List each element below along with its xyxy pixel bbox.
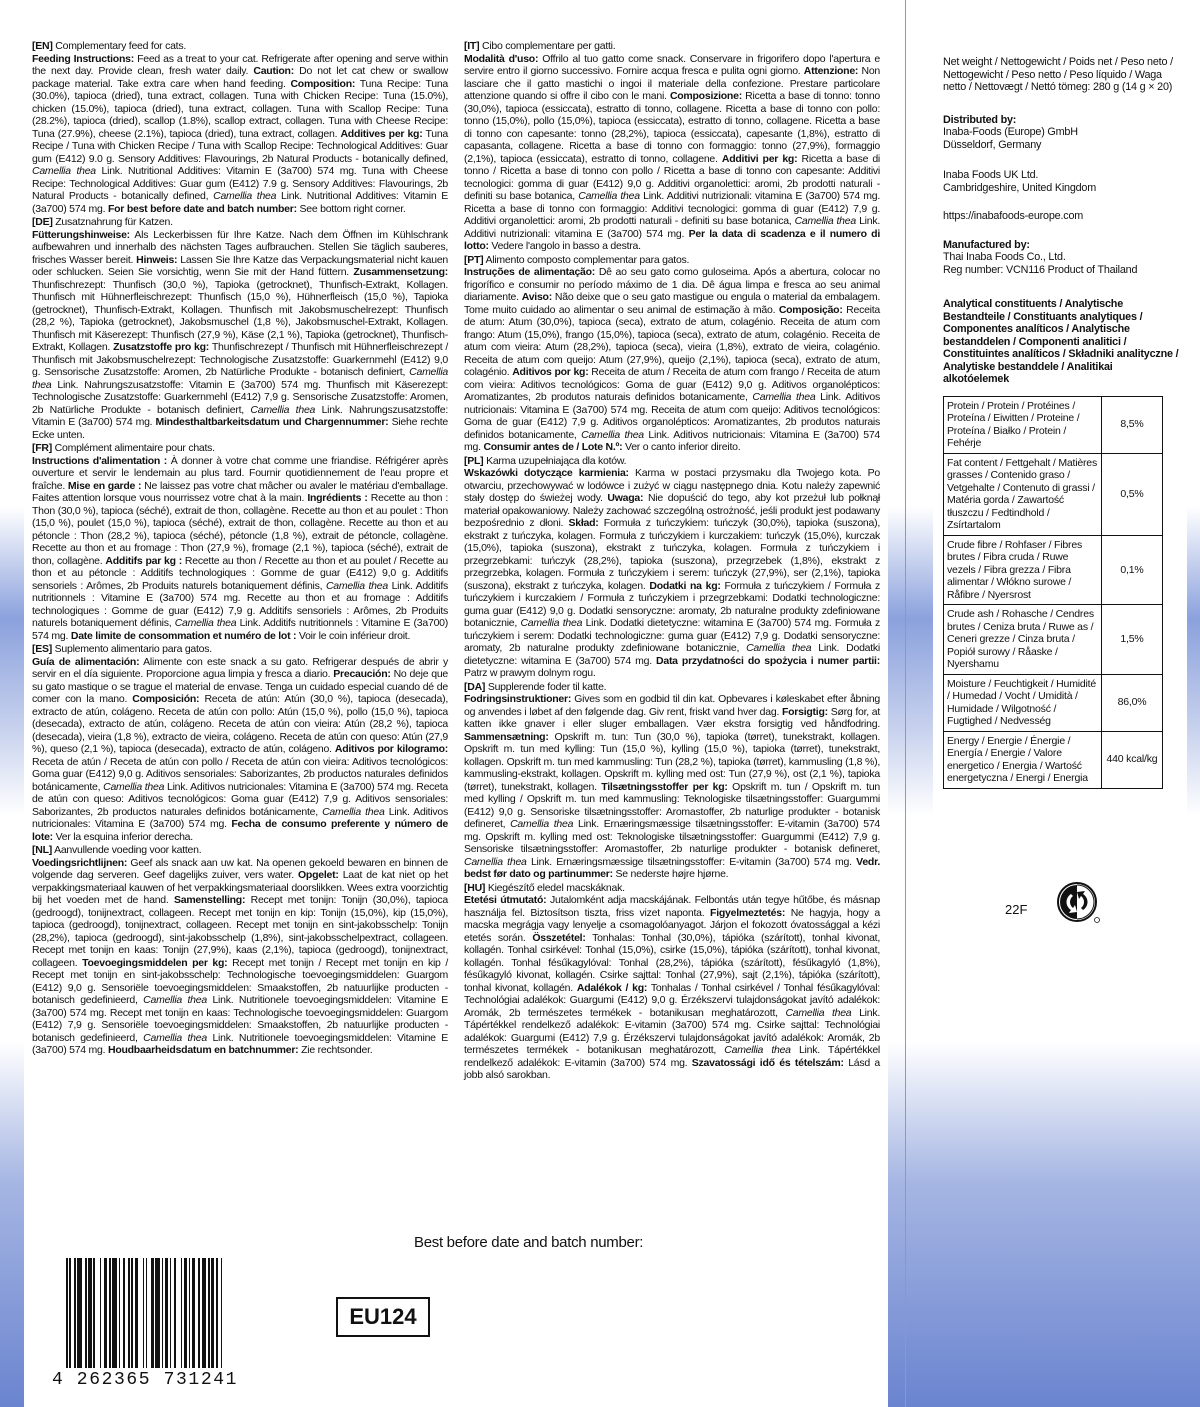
caution-text-fr: Ne laissez pas votre chat mâcher ou avaler le matériau d'emballage. Faites attention lorsque vous nourrissez votre chat à la main. [32, 479, 448, 504]
lang-tag-de: [DE] [32, 216, 53, 228]
caution-text-pt: Não deixe que o seu gato mastigue ou engula o material da embalagem. Tome muito cuidado ao alimentar o seu animal de estimação à mão. [464, 291, 880, 316]
additives-italic-it: Camellia thea [578, 190, 640, 202]
composition-text-es: Receta de atún: Atún (30,0 %), tapioca (desecada), extracto de atún, colágeno. Receta de atún con pollo: Atún (15,0 %), pollo (15,0 %), tapioca (desecada), extracto de atún, colágeno. Receta de atún con vieira: Atún (28,2 %), tapioca (desecada), vieira (1,8 %), extracto de vieira, colágeno. Receta de atún con queso: Atún (27,9 %), queso (2,1 %), tapioca (desecada), extracto de atún, colágeno. [32, 693, 449, 755]
additives-label-pt: Aditivos por kg: [512, 366, 589, 378]
feeding-text-fr: À donner à votre chat comme une friandise. Réfrigérer après ouverture et servir le lendemain au plus tard. Fournir quotidiennement de l'eau propre et fraîche. [32, 454, 449, 492]
additives-label-es: Aditivos por kilogramo: [334, 743, 448, 755]
caution-text-da: Sørg for, at katten ikke gnaver i eller sluger emballagen. Vær ekstra forsigtig ved håndfodring. [464, 705, 881, 730]
additives-italic-da: Camellia thea [510, 818, 574, 830]
additives-italic-nl: Camellia thea [143, 1031, 207, 1044]
additives-text-es: Link. Aditivos nutricionales: Vitamina E (3a700) 574 mg. Receta de atún con queso: Aditivos tecnológicos: Goma guar (E412) 7,9 g. Aditivos sensoriales: Saborizantes, 2b productos naturales definidos botánicamente, [32, 780, 449, 818]
additives-text-pl: Formuła z tuńczykiem / Formuła z tuńczykiem i kurczakiem / Formuła z tuńczykiem i przegrzebkami: Dodatki technologiczne: guma guar (E412) 9,0 g. Dodatki sensoryczne: aromaty, 2b naturalne produkty zdefiniowane botanicznie, [464, 579, 881, 629]
barcode-bar [222, 1258, 224, 1368]
additives-italic-pt: Camellia thea [752, 391, 816, 403]
additives-text-en: Link. Nutritional Additives: Vitamin E (3a700) 574 mg. Tuna with Cheese Recipe: Technological Additives: Guar gum (E412) 7.9 g. Sensory Additives: Flavourings, 2b Natural Products - botanically defined, [32, 165, 449, 202]
bbd-text-pt: Ver o canto inferior direito. [625, 441, 741, 453]
additives-italic-fr: Camellia thea [174, 617, 237, 629]
additives-text-pl: Link. Dodatki dietetyczne: witamina E (3a700) 574 mg. Formuła z tuńczykiem i serem: Dodatki technologiczne: guma guar (E412) 7,9 g. Dodatki sensoryczne: aromaty, 2b naturalne produkty zdefiniowane botanicznie, [464, 617, 881, 654]
additives-text-da: Link. Ernæringsmæssige tilsætningsstoffer: E-vitamin (3a700) 574 mg. [530, 855, 852, 868]
additives-text-hu: Link. Tápértékkel rendelkező adalékok: E-vitamin (3a700) 574 mg. [464, 1044, 881, 1069]
section-en [32, 40, 448, 215]
caution-label-nl: Opgelet: [298, 869, 339, 881]
section-nl [32, 844, 448, 1057]
section-es [32, 643, 448, 843]
table-row [944, 731, 1163, 788]
composition-label-de: Zusammensetzung: [353, 266, 449, 278]
lang-tag-en: [EN] [32, 40, 53, 52]
distributor-1-name: Inaba-Foods (Europe) GmbH [943, 126, 1078, 138]
composition-label-hu: Összetétel: [532, 931, 586, 944]
feeding-label-hu: Etetési útmutató: [464, 894, 547, 906]
bbd-text-nl: Zie rechtsonder. [301, 1044, 373, 1056]
feeding-label-nl: Voedingsrichtlijnen: [32, 856, 128, 869]
pack-code: 22F [1005, 902, 1028, 917]
caution-label-pt: Aviso: [521, 291, 552, 303]
constituent-label: Crude ash / Rohasche / Cendres brutes / Ceniza bruta / Ruwe as / Ceneri grezze / Cinza bruta / Popiół surowy / Råaske / Nyershamu [944, 605, 1102, 675]
additives-italic-hu: Camellia thea [724, 1044, 791, 1056]
constituent-value: 1,5% [1102, 605, 1163, 675]
lang-tag-nl: [NL] [32, 844, 52, 856]
bbd-label-nl: Houdbaarheidsdatum en batchnummer: [107, 1044, 299, 1056]
table-row [944, 396, 1163, 453]
title-it: Cibo complementare per gatti. [482, 40, 616, 52]
eu-code-box: EU124 [336, 1297, 430, 1337]
table-row [944, 605, 1163, 675]
additives-text-pt: Receita de atum / Receita de atum com frango / Receita de atum com vieira: Aditivos tecnológicos: Goma de guar (E412) 9,0 g. Aditivos organolépticos: Aromatizantes, 2b produtos naturais definidos botanicamente, [464, 366, 881, 403]
caution-text-de: Lassen Sie Ihre Katze das Verpackungsmaterial nicht kauen oder schlucken. Seien Sie vorsichtig, wenn Sie mit der Hand füttern. [32, 253, 449, 278]
feeding-text-en: Feed as a treat to your cat. Refrigerate after opening and serve within the next day. Provide clean, fresh water daily. [32, 52, 448, 77]
bbd-label-hu: Szavatossági idő és tételszám: [691, 1056, 844, 1069]
additives-text-fr: Recette au thon / Recette au thon et au poulet / Recette au thon et au pétoncle : Additifs technologiques : Gomme de guar (E412) 9,0 g. Additifs sensoriels : Arômes, 2b Produits naturels botaniquement définis, [32, 554, 449, 592]
fold-line [905, 0, 906, 1407]
title-de: Zusatznahrung für Katzen. [55, 216, 173, 228]
additives-italic-pl: Camellia thea [520, 617, 583, 629]
bbd-label-da: Vedr. bedst før dato og partinummer: [464, 855, 880, 880]
additives-text-nl: Recept met tonijn / Recept met tonijn en kip / Recept met tonijn en sint-jakobsschelp: Technologische toevoegingsmiddelen: Guargom (E412) 9,0 g. Sensoriële toevoegingsmiddelen: Smaakstoffen, 2b natuurlijke producten - botanisch gedefinieerd, [32, 956, 448, 1006]
constituent-value: 86,0% [1102, 674, 1163, 731]
additives-italic-en: Camellia thea [32, 165, 96, 177]
additives-italic-it: Camellia thea [794, 215, 856, 227]
caution-text-en: Do not let cat chew or swallow package material. Take extra care when hand feeding. [32, 65, 448, 90]
composition-label-fr: Ingrédients : [307, 492, 368, 504]
website-link: https://inabafoods-europe.com [943, 210, 1084, 222]
additives-italic-fr: Camellia thea [325, 579, 388, 592]
composition-text-it: Ricetta a base di tonno: tonno (30,0%), tapioca (essiccata), estratto di tonno, collagene. Ricetta a base di tonno con pollo: tonno (15,0%), pollo (15,0%), tapioca (essiccata), estratto di tonno, collagene. Ricetta a base di tonno con capesante: tonno (28,2%), tapioca (essiccata), capesante (1,8%), estratto di capasanta, collagene. Ricetta a base di tonno con formaggio: tonno (27,9%), formaggio (2,1%), tapioca (essiccata), estratto di tonno, collagene. [464, 90, 880, 165]
title-en: Complementary feed for cats. [55, 40, 186, 52]
additives-label-da: Tilsætningsstoffer per kg: [601, 780, 728, 793]
composition-label-pl: Skład: [568, 517, 599, 529]
composition-label-pt: Composição: [778, 303, 843, 316]
additives-text-nl: Link. Nutritionele toevoegingsmiddelen: Vitamine E (3a700) 574 mg. [32, 1031, 449, 1056]
additives-text-en: Tuna Recipe / Tuna with Chicken Recipe / Tuna with Scallop Recipe: Technological Additives: Guar gum (E412) 9.0 g. Sensory Additives: Flavourings, 2b Natural Products - botanically defined, [32, 127, 449, 165]
additives-text-pl: Link. Dodatki dietetyczne: witamina E (3a700) 574 mg. [464, 642, 880, 667]
additives-label-it: Additivi per kg: [721, 152, 798, 165]
constituent-value: 0,1% [1102, 535, 1163, 605]
feeding-text-de: Als Leckerbissen für Ihre Katze. Nach dem Öffnen im Kühlschrank aufbewahren und innerhalb des nächsten Tages aufbrauchen. Stellen Sie täglich sauberes, frisches Wasser bereit. [32, 228, 448, 266]
feeding-text-es: Alimente con este snack a su gato. Refrigerar después de abrir y servir en el día siguiente. Proporcione agua limpia y fresca a diario. [32, 655, 448, 680]
label-column-middle [456, 36, 888, 1407]
manufactured-by-label: Manufactured by: [943, 238, 1030, 251]
additives-text-da: Opskrift m. tun / Opskrift m. tun med kylling / Opskrift m. tun med kammusling: Teknologiske tilsætningsstoffer: Guargummi (E412) 9,0 g. Sensoriske tilsætningsstoffer: Aromastoffer, 2b naturlige produkter - botanisk defineret, [464, 780, 881, 830]
section-hu [464, 882, 880, 1082]
bbd-text-de: Siehe rechte Ecke unten. [32, 416, 449, 441]
composition-label-da: Sammensætning: [464, 730, 549, 743]
feeding-label-es: Guía de alimentación: [32, 655, 140, 668]
constituent-value: 440 kcal/kg [1102, 731, 1163, 788]
composition-text-hu: Tonhalas: Tonhal (30,0%), tápióka (szárított), tonhal kivonat, kollagén. Tonhal csirkével: Tonhal (15,0%), csirke (15,0%), tápióka (szárított), tonhal kivonat, kollagén. Tonhal fésűkagylóval: Tonhal (28,2%), tápióka (szárított), fésűkagyló (1,8%), fésűkagyló kivonat, kollagén. Csirke sajttal: Tonhal (27,9%), sajt (2,1%), tápióka (szárított), tonhal kivonat, kollagén. [464, 931, 881, 994]
feeding-label-fr: Instructions d'alimentation : [32, 454, 168, 467]
caution-label-it: Attenzione: [803, 65, 859, 77]
feeding-text-nl: Geef als snack aan uw kat. Na openen gekoeld bewaren en binnen de volgende dag serveren. Geef dagelijks zuiver, vers water. [32, 856, 448, 881]
constituent-label: Energy / Energie / Énergie / Energía / Energie / Valore energetico / Energia / Wartość energetyczna / Energi / Energia [944, 731, 1102, 788]
constituent-label: Fat content / Fettgehalt / Matières grasses / Contenido graso / Vetgehalte / Contenuto di grassi / Matéria gorda / Zawartość tłuszczu / Fedtindhold / Zsírtartalom [944, 453, 1102, 535]
feeding-label-pt: Instruções de alimentação: [464, 266, 596, 278]
bbd-label-pt: Consumir antes de / Lote N.º: [483, 441, 623, 453]
title-fr: Complément alimentaire pour chats. [54, 442, 215, 454]
caution-text-it: Non lasciare che il gatto mastichi o ingoi il materiale della confezione. Prestare particolare attenzione quando si offre il cibo con le mani. [464, 65, 881, 102]
caution-text-es: No deje que su gato mastique o se trague el material de envase. Tenga un cuidado especial cuando dé de comer con la mano. [32, 668, 448, 705]
caution-label-da: Forsigtig: [781, 705, 828, 718]
manufacturer-reg: Reg number: VCN116 Product of Thailand [943, 263, 1138, 276]
distributor-2-city: Cambridgeshire, United Kingdom [943, 181, 1097, 194]
composition-text-en: Tuna Recipe: Tuna (30.0%), tapioca (dried), tuna extract, collagen. Tuna with Chicken Recipe: Tuna (15.0%), chicken (15.0%), tapioca (dried), tuna extract, collagen. Tuna with Scallop Recipe: Tuna (28.2%), tapioca (dried), scallop (1.8%), scallop extract, collagen. Tuna with Cheese Recipe: Tuna (27.9%), cheese (2.1%), tapioca (dried), tuna extract, collagen. [32, 77, 449, 140]
additives-italic-en: Camellia thea [213, 190, 277, 202]
bbd-text-da: Se nederste højre hjørne. [615, 868, 729, 880]
caution-text-hu: Ne hagyja, hogy a macska megrágja vagy lenyelje a csomagolóanyagot. Járjon el fokozott óvatossággal a kézi etetés során. [464, 906, 880, 944]
label-column-left [24, 36, 456, 1407]
additives-text-hu: Link. Tápértékkel rendelkező adalékok: E-vitamin (3a700) 574 mg. Csirke sajttal: Technológiai adalékok: Guargumi (E412) 7,9 g. Érzékszervi tulajdonságokat javító adalékok: Aromák, 2b természetes termékek - botanikusan meghatározott, [464, 1006, 881, 1056]
constituent-value: 8,5% [1102, 396, 1163, 453]
feeding-label-en: Feeding Instructions: [32, 52, 134, 65]
table-row [944, 674, 1163, 731]
composition-label-it: Composizione: [669, 90, 742, 102]
analytical-table [943, 396, 1163, 789]
additives-italic-da: Camellia thea [464, 855, 527, 868]
additives-text-it: Link. Additivi nutrizionali: vitamina E (3a700) 574 mg. [464, 215, 881, 240]
additives-text-it: Ricetta a base di tonno / Ricetta a base di tonno con pollo / Ricetta a base di tonno con capesante: Additivi tecnologici: gomma di guar (E412) 9,0 g. Additivi organolettici: aromi, 2b prodotti naturali - definiti su base botanica, [464, 152, 881, 202]
info-panel [933, 36, 1187, 956]
bbd-text-es: Ver la esquina inferior derecha. [55, 830, 193, 843]
bbd-text-hu: Lásd a jobb alsó sarokban. [464, 1056, 881, 1081]
section-de [32, 216, 448, 441]
additives-label-de: Zusatzstoffe pro kg: [113, 341, 210, 353]
additives-text-nl: Link. Nutritionele toevoegingsmiddelen: Vitamine E (3a700) 574 mg. Recept met tonijn en kaas: Technologische toevoegingsmiddelen: Guargom (E412) 7,9 g. Sensoriële toevoegingsmiddelen: Smaakstoffen, 2b natuurlijke producten - botanisch gedefinieerd, [32, 994, 449, 1044]
additives-label-fr: Additifs par kg : [105, 554, 182, 567]
lang-tag-da: [DA] [464, 680, 486, 693]
additives-text-es: Link. Aditivos nutricionales: Vitamina E (3a700) 574 mg. [32, 805, 449, 830]
caution-label-en: Caution: [253, 65, 294, 77]
additives-text-es: Receta de atún / Receta de atún con pollo / Receta de atún con vieira: Aditivos tecnológicos: Goma guar (E412) 9,0 g. Aditivos sensoriales: Saborizantes, 2b productos naturales definidos botánicamente, [32, 755, 448, 793]
bbd-text-pl: Patrz w prawym dolnym rogu. [464, 667, 596, 679]
caution-text-nl: Laat de kat niet op het verpakkingsmateriaal kauwen of het verpakkingsmateriaal doorslikken. Wees extra voorzichtig bij het voeden met de hand. [32, 869, 449, 906]
bbd-label-de: Mindesthaltbarkeitsdatum und Chargennummer: [155, 416, 389, 428]
constituent-label: Protein / Protein / Protéines / Proteína / Eiwitten / Proteine / Proteína / Białko / Protein / Fehérje [944, 396, 1102, 453]
composition-text-de: Thunfischrezept: Thunfisch (30,0 %), Tapioka (getrocknet), Thunfisch-Extrakt, Kollagen. Thunfisch mit Hühnerfleischrezept: Thunfisch (15,0 %), Hühnerfleisch (15,0 %), Tapioka (getrocknet), Thunfisch-Extrakt, Kollagen. Thunfisch mit Jakobsmuschelrezept: Thunfisch (28,2 %), Tapioka (getrocknet), Jakobsmuschel (1,8 %), Jakobsmuschel-Extrakt, Kollagen. Thunfisch mit Käserezept: Thunfisch (27,9 %), Käse (2,1 %), Tapioka (getrocknet), Thunfisch-Extrakt, Kollagen. [32, 278, 448, 353]
feeding-label-it: Modalità d'uso: [464, 52, 539, 65]
title-pt: Alimento composto complementar para gatos. [485, 253, 690, 266]
caution-label-es: Precaución: [333, 668, 391, 680]
bbd-text-it: Vedere l'angolo in basso a destra. [491, 240, 641, 252]
additives-italic-es: Camellia thea [322, 805, 385, 818]
lang-tag-pl: [PL] [464, 454, 484, 467]
composition-label-nl: Samenstelling: [174, 894, 246, 906]
distributor-1-city: Düsseldorf, Germany [943, 138, 1042, 151]
additives-text-hu: Tonhalas / Tonhal csirkével / Tonhal fésűkagylóval: Technológiai adalékok: Guargumi (E412) 9,0 g. Érzékszervi tulajdonságokat javító adalékok: Aromák, 2b természetes termékek - botanikusan meghatározott, [464, 981, 880, 1019]
additives-text-fr: Link. Additifs nutritionnels : Vitamine E (3a700) 574 mg. Recette au thon et au fromage : Additifs technologiques : Gomme de guar (E412) 7,9 g. Additifs sensoriels : Arômes, 2b Produits naturels botaniquement définis, [32, 579, 448, 629]
additives-text-pt: Link. Aditivos nutricionais: Vitamina E (3a700) 574 mg. Receita de atum com queijo: Aditivos tecnológicos: Goma de guar (E412) 7,9 g. Aditivos organolépticos: Aromatizantes, 2b produtos naturais definidos botanicamente, [464, 391, 880, 441]
feeding-text-hu: Jutalomként adja macskájának. Felbontás után tegye hűtőbe, és másnap használja fel. Biztosítson tiszta, friss vizet naponta. [464, 894, 880, 919]
analytical-title: Analytical constituents / Analytische Bestandteile / Constituants analytiques / Componentes analíticos / Analytische bestanddelen / Componenti analitici / Constituintes analíticos / Składniki analityczne / Analytiske bestanddele / Analitikai alkotóelemek [943, 298, 1179, 385]
constituent-value: 0,5% [1102, 453, 1163, 535]
additives-text-it: Link. Additivi nutrizionali: vitamina E (3a700) 574 mg. Ricetta a base di tonno con formaggio: Additivi tecnologici: gomma di guar (E412) 7,9 g. Additivi organolettici: aromi, 2b prodotti naturali - definiti su base botanica, [464, 190, 881, 227]
green-dot-recycling-icon [1057, 876, 1101, 930]
feeding-label-da: Fodringsinstruktioner: [464, 693, 572, 705]
composition-text-pt: Receita de atum: Atum (30,0%), tapioca (seca), extrato de atum, colagénio. Receita de atum com frango: Atum (15,0%), frango (15,0%), tapioca (seca), extrato de atum, colagénio. Receita de atum com vieira: Atum (28,2%), tapioca (seca), vieira (1,8%), extrato de vieira, colagénio. Receita de atum com queijo: Atum (27,9%), queijo (2,1%), tapioca (seca), extrato de atum, colagénio. [464, 303, 880, 378]
composition-text-da: Opskrift m. tun: Tun (30,0 %), tapioka (tørret), tunekstrakt, kollagen. Opskrift m. tun med kylling: Tun (15,0 %), kylling (15,0 %), tapioka (tørret), tunekstrakt, kollagen. Opskrift m. tun med kammusling: Tun (28,2 %), tapioka (tørret), kammusling (1,8 %), kammusling-ekstrakt, kollagen. Opskrift m. kylling med ost: Tun (27,9 %), ost (2,1 %), tapioka (tørret), tunekstrakt, kollagen. [464, 730, 880, 793]
section-it [464, 40, 880, 253]
title-es: Suplemento alimentario para gatos. [54, 643, 212, 655]
barcode [52, 1258, 290, 1388]
additives-text-de: Thunfischrezept / Thunfisch mit Hühnerfleischrezept / Thunfisch mit Jakobsmuschelrezept: Technologische Zusatzstoffe: Guarkernmehl (E412) 9,0 g. Sensorische Zusatzstoffe: Aromen, 2b Natürliche Produkte - botanisch definiert, [32, 341, 449, 378]
section-da [464, 681, 880, 881]
additives-text-pt: Link. Aditivos nutricionais: Vitamina E (3a700) 574 mg. [464, 428, 880, 453]
section-pl [464, 455, 880, 680]
title-pl: Karma uzupełniająca dla kotów. [486, 454, 627, 467]
additives-text-en: Link. Nutritional Additives: Vitamin E (3a700) 574 mg. [32, 190, 449, 215]
feeding-text-da: Gives som en godbid til din kat. Opbevares i køleskabet efter åbning og anvendes i løbet af den følgende dag. Giv rent, friskt vand hver dag. [464, 693, 880, 718]
additives-italic-nl: Camellia thea [143, 994, 207, 1006]
additives-italic-pl: Camellia thea [746, 642, 812, 654]
additives-text-da: Link. Ernæringsmæssige tilsætningsstoffer: E-vitamin (3a700) 574 mg. Opskrift m. kylling med ost: Teknologiske tilsætningsstoffer: Guargummi (E412) 7,9 g. Sensoriske tilsætningsstoffer: Aromastoffer, 2b naturlige produkter - botanisk defineret, [464, 818, 881, 855]
title-hu: Kiegészítő eledel macskáknak. [487, 881, 625, 894]
caution-label-hu: Figyelmeztetés: [710, 906, 786, 919]
caution-label-de: Hinweis: [136, 253, 178, 266]
caution-label-fr: Mise en garde : [67, 479, 142, 492]
additives-text-de: Link. Nahrungszusatzstoffe: Vitamin E (3a700) 574 mg. Thunfisch mit Käserezept: Technologische Zusatzstoffe: Guarkernmehl (E412) 7,9 g. Sensorische Zusatzstoffe: Aromen, 2b Natürliche Produkte - botanisch definiert, [32, 378, 448, 416]
section-fr [32, 442, 448, 642]
lang-tag-es: [ES] [32, 643, 52, 655]
bbd-label-pl: Data przydatności do spożycia i numer partii: [656, 654, 880, 667]
additives-italic-pt: Camellia thea [581, 428, 644, 441]
caution-text-pl: Nie dopuścić do tego, aby kot przeżuł lub połknął materiał opakowaniowy. Należy zachować szczególną ostrożność, jeśli produkt jest podawany bezpośrednio z dłoni. [464, 492, 880, 529]
lang-tag-fr: [FR] [32, 442, 52, 454]
feeding-label-pl: Wskazówki dotyczące karmienia: [464, 467, 629, 479]
bbd-label-fr: Date limite de consommation et numéro de lot : [70, 629, 297, 642]
feeding-text-pl: Karma w postaci przysmaku dla Twojego kota. Po otwarciu, przechowywać w lodówce i zużyć w ciągu następnego dnia. Kotu należy zapewnić stały dostęp do świeżej wody. [464, 467, 881, 504]
feeding-text-it: Offrilo al tuo gatto come snack. Conservare in frigorifero dopo l'apertura e servire entro il giorno successivo. Fornire acqua fresca e pulita ogni giorno. [464, 52, 880, 77]
composition-label-en: Composition: [290, 77, 356, 90]
table-row [944, 535, 1163, 605]
distributor-2-name: Inaba Foods UK Ltd. [943, 169, 1039, 181]
bbd-label-it: Per la data di scadenza e il numero di lotto: [464, 227, 881, 252]
table-row [944, 453, 1163, 535]
best-before-prompt: Best before date and batch number: [414, 1234, 644, 1251]
additives-italic-de: Camellia thea [250, 403, 316, 416]
bbd-label-es: Fecha de consumo preferente y número de lote: [32, 818, 448, 843]
net-weight: Net weight / Nettogewicht / Poids net / Peso neto / Nettogewicht / Peso netto / Peso líquido / Waga netto / Nettovægt / Nettó tömeg: 280 g (14 g × 20) [943, 56, 1173, 93]
distributed-by-label: Distributed by: [943, 113, 1017, 126]
additives-label-nl: Toevoegingsmiddelen per kg: [82, 956, 228, 969]
additives-italic-es: Camellia thea [103, 780, 165, 793]
lang-tag-hu: [HU] [464, 881, 486, 894]
title-nl: Aanvullende voeding voor katten. [54, 844, 202, 856]
additives-text-fr: Link. Additifs nutritionnels : Vitamine E (3a700) 574 mg. [32, 617, 448, 642]
constituent-label: Moisture / Feuchtigkeit / Humidité / Humedad / Vocht / Umidità / Humidade / Wilgotność / Fugtighed / Nedvesség [944, 674, 1102, 731]
section-pt [464, 254, 880, 454]
lang-tag-it: [IT] [464, 40, 480, 52]
constituent-label: Crude fibre / Rohfaser / Fibres brutes / Fibra cruda / Ruwe vezels / Fibra grezza / Fibra alimentar / Włókno surowe / Råfibre / Nyersrost [944, 535, 1102, 605]
composition-text-fr: Recette au thon : Thon (30,0 %), tapioca (séché), extrait de thon, collagène. Recette au thon et au poulet : Thon (15,0 %), poulet (15,0 %), tapioca (séché), extrait de thon, collagène. Recette au thon et au pétoncle : Thon (28,2 %), tapioca (séché), pétoncle (1,8 %), extrait de pétoncle, collagène. Recette au thon et au fromage : Thon (27,9 %), fromage (2,1 %), tapioca (séché), extrait de thon, collagène. [32, 492, 449, 567]
additives-text-de: Link. Nahrungszusatzstoffe: Vitamin E (3a700) 574 mg. [32, 403, 448, 428]
additives-label-hu: Adalékok / kg: [576, 981, 648, 994]
bbd-text-fr: Voir le coin inférieur droit. [298, 629, 411, 642]
additives-italic-hu: Camellia thea [785, 1006, 852, 1019]
barcode-digits: 4 262365 731241 [52, 1370, 239, 1390]
composition-text-nl: Recept met tonijn: Tonijn (30,0%), tapioca (gedroogd), tonijnextract, collageen. Recept met tonijn en kip: Tonijn (15,0%), kip (15,0%), tapioca (gedroogd), tonijnextract, collageen. Recept met tonijn en sint-jakobsschelp: Tonijn (28,2%), tapioca (gedroogd), sint-jakobsschelp (1,8%), sint-jakobsschelpextract, collageen. Recept met tonijn en kaas: Tonijn (27,9%), kaas (2,1%), tapioca (gedroogd), tonijnextract, collageen. [32, 894, 448, 969]
composition-text-pl: Formuła z tuńczykiem: tuńczyk (30,0%), tapioka (suszona), ekstrakt z tuńczyka, kolagen. Formuła z tuńczykiem i kurczakiem: tuńczyk (15,0%), kurczak (15,0%), tapioka (suszona), ekstrakt z tuńczyka, kolagen. Formuła z tuńczykiem i przegrzebkami: tuńczyk (28,2%), tapioka (suszona), przegrzebek (1,8%), ekstrakt z przegrzebka, kolagen. Formuła z tuńczykiem i serem: tuńczyk (27,9%), ser (2,1%), tapioka (suszona), ekstrakt z tuńczyka, kolagen. [464, 517, 881, 592]
bbd-label-en: For best before date and batch number: [107, 202, 297, 215]
bbd-text-en: See bottom right corner. [299, 202, 406, 215]
additives-label-en: Additives per kg: [340, 127, 423, 140]
additives-italic-de: Camellia thea [32, 366, 448, 391]
barcode-bars [66, 1258, 286, 1368]
feeding-text-pt: Dê ao seu gato como guloseima. Após a abertura, colocar no frigorífico e consumir no período máximo de 1 dia. Dê água limpa e fresca ao seu animal diariamente. [464, 266, 880, 303]
caution-label-pl: Uwaga: [607, 492, 644, 504]
manufacturer-name: Thai Inaba Foods Co., Ltd. [943, 251, 1066, 263]
additives-label-pl: Dodatki na kg: [649, 579, 721, 592]
lang-tag-pt: [PT] [464, 253, 484, 266]
title-da: Supplerende foder til katte. [487, 680, 607, 693]
feeding-label-de: Fütterungshinweise: [32, 228, 130, 241]
composition-label-es: Composición: [132, 693, 200, 705]
